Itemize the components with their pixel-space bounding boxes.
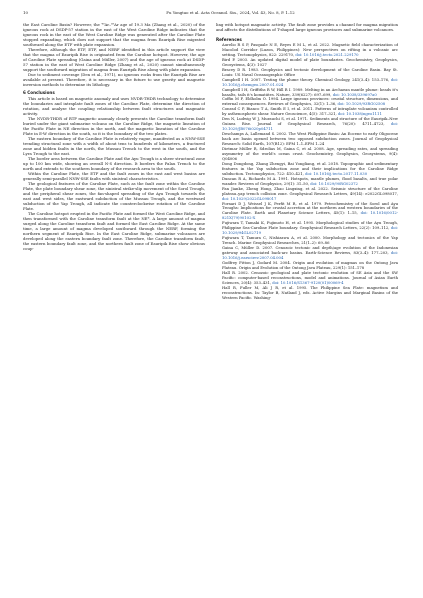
reference-entry (216, 78, 398, 88)
reference-entry (216, 117, 398, 132)
reference-doi-link[interactable]: doi: 10.1029/JB076i020p04711 (222, 122, 398, 132)
paragraph: This article is based on magnetic anomaly and uses NVDR-THDR technology to determine the boundaries and intraplate fault zones of the Caroline Plate, determine the direction of rotation, and analyze the coupling relationship between fault structures and magmatic activity. (23, 95, 205, 116)
reference-doi-link[interactable]: doi: 10.1029/2022GL098017 (222, 196, 277, 201)
reference-text: Godfrey Fitton J, Godard M. 2004. Origin and evolution of magmas on the Ontong Java Plateau. Origin and Evolution of the Ontong Java Plateau, 229(1): 151–178 (222, 260, 398, 270)
reference-text: Aurelio R S P, Pasquale N E, Reyes E M L, et al. 2022. Magnetic field characterization of Macolod Corridor (Luzon, Philippines): New perspectives on rifting in a volcanic arc setting. Tectonophysics, 822: 229170, (222, 43, 398, 57)
reference-entry (216, 286, 398, 301)
reference-text: Campbell I H. 2007. Testing the plume theory. Chemical Geology, 241(3–4): 153–176, (222, 77, 390, 82)
reference-doi-link[interactable]: doi: 10.1016/j.earscirev.2007.04.004 (222, 251, 398, 260)
reference-entry (216, 187, 398, 202)
paragraph: The eastern boundary of the Caroline Plate is relatively vague, manifested as a NNW-SSE trending structural zone with a width of about tens to hundreds of kilometers, a fractured zone and hidden faults in the north, the Mussau Trench to the west in the south, and the Lyra Trough to the east. (23, 135, 205, 156)
paragraph: Therefore, although the ETF, ETF, and NERF identified in this article support the view that the magma of Eauripik Rise is originated from the Caroline hotspot. However, the age of Caroline Plate spreading (Gaina and Müller, 2007) and the age of igneous rock at DSDP-57 station in the east of West Caroline Ridge (Zhang et al., 2020) cannot simultaneously support the southward migration of magma from Eauripik Rise along with plate expansion. (23, 47, 205, 72)
reference-text: Fujiwara T, Tamaki K, Fujimoto H, et al. 1995. Morphological studies of the Ayu Trough, Philippine Sea-Caroline Plate boundary. Geophysical Research Letters, 22(2): 109–112, (222, 221, 398, 231)
reference-text: Conrad C P, Bianco T A, Smith E I, et al. 2011. Patterns of intraplate volcanism controlled by asthenospheric shear. Nature Geoscience, 4(5): 317–321, (222, 107, 398, 117)
reference-doi-link[interactable]: doi: 10.1016/j.tecto.2021.229170 (295, 52, 359, 57)
reference-entry (216, 261, 398, 271)
paragraph: the East Caroline Basin? However, the ⁴⁰Ar–³⁹Ar age of 19.3 Ma (Zhang et al., 2020) of the igneous rock at DSDP-57 station in the east of the West Caroline Ridge indicates that the igneous rock in the east of the West Caroline Ridge was generated after the Caroline Plate stopped expanding, which does not support that the magma from Eauripik Rise migrated southward along the ETF with plate expansion. (23, 22, 205, 47)
paragraph: The border area between the Caroline Plate and the Ayu Trough is a sheer structural zone up to 100 km wide, showing an overall N-S direction. It borders the Palau Trench to the north and extends to the southern boundary of the research area to the south. (23, 155, 205, 171)
left-column (23, 22, 205, 582)
reference-doi-link[interactable]: doi: 10.1029/94GL02719 (222, 226, 398, 236)
references-title: References (216, 37, 242, 42)
reference-text: Hall R. 2002. Cenozoic geological and plate tectonic evolution of SE Asia and the SW Pacific: computer-based reconstructions, model and animations. Journal of Asian Earth Sciences, 20(4): 353–431, (222, 270, 398, 285)
reference-entry (216, 68, 398, 78)
discussion-paragraphs (23, 22, 205, 87)
paragraph: The geological features of the Caroline Plate, such as the fault zone within the Caroline Plate, the plate boundary shear zone, the sinistral strike-slip movement of the Sorol Trough, and the peripheral shear zones, the fan-shaped spreading of the Ayu Trough towards the east and west sides, the eastward subduction of the Mussau Trough, and the westward subduction of the Yap Trough, all indicate the counterclockwise rotation of the Caroline Plate. (23, 180, 205, 211)
reference-entry (216, 107, 398, 117)
reference-doi-link[interactable]: doi: 10.1029/93RG02508 (337, 102, 386, 107)
reference-text: Hall R, Fuller M, Ali J R, et al. 1995. The Philippine Sea Plate: magnetism and reconstructions. In: Taylor B, Natland J, eds. Active Margins and Marginal Basins of the Western Pacific. Washing- (222, 285, 398, 300)
reference-doi-link[interactable]: doi: 10.1029/90RG02372 (310, 181, 358, 186)
reference-entry (216, 147, 398, 162)
reference-doi-link[interactable]: doi: 10.1038/ngeo1111 (337, 112, 382, 117)
paragraph: The Caroline hotspot erupted in the Pacific Plate and formed the West Caroline Ridge, and then transformed with the Caroline transform fault at the NE*. A large amount of magma surged along the Caroline transform fault and formed the East Caroline Ridge. At the same time, a large amount of magma developed southward through the NERF, forming the northern segment of Eauripik Rise. In the East Caroline Ridge, submarine volcanoes are developed along the eastern boundary fault zone. Therefore, the Caroline transform fault, the eastern boundary fault zone, and the northern fault zone of Eauripik Rise show obvious coup- (23, 210, 205, 251)
reference-entry (216, 88, 398, 98)
reference-text: Fujiwara T, Tamura C, Nishizawa A, et al. 2000. Morphology and tectonics of the Yap Trench. Marine Geophysical Researches, 21(1–2): 69–86 (222, 236, 398, 246)
paragraph: Due to sediment coverage (Den et al., 1971), no igneous rocks from the Eauripik Rise are available at present. Therefore, it is necessary in the future to use gravity and magnetic inversion methods to determine its lithology. (23, 72, 205, 87)
reference-text: Deschamps A, Lallemand S. 2002. The West Philippine Basin: An Eocene to early Oligocene back arc basin opened between two opposed subduction zones. Journal of Geophysical Research: Solid Earth, 107(B12): EPM 1–1–EPM 1–24 (222, 132, 398, 147)
reference-entry (216, 58, 398, 68)
reference-text: Coffin M F, Eldholm O. 1994. Large igneous provinces: crustal structure, dimensions, and external consequences. Reviews of Geophysics, 32(1): 1–36, (222, 97, 398, 107)
reference-entry (216, 162, 398, 177)
reference-entry (216, 97, 398, 107)
section-title-conclusions: 6 Conclusions (23, 89, 55, 95)
reference-entry (216, 177, 398, 187)
paragraph: The NVDR-THDR of RTP magnetic anomaly clearly presents the Caroline transform fault buried under the giant submarine volcano on the Caroline Ridge, the magnetic lineation of the Pacific Plate in NE direction in the north, and the magnetic lineation of the Caroline Plate in E-W direction in the south, so it is the boundary of the two plates. (23, 115, 205, 136)
reference-text: Bird P. 2003. An updated digital model of plate boundaries. Geochemistry, Geophysics, Geosystems, 4(3): 1027 (222, 57, 398, 67)
reference-entry (216, 202, 398, 222)
reference-entry (216, 43, 398, 58)
reference-entry (216, 221, 398, 236)
page-number: 10 (23, 10, 28, 15)
reference-entry (216, 132, 398, 147)
reference-doi-link[interactable]: doi: 10.1016/j.tecto.2017.11.030 (305, 171, 368, 176)
reference-doi-link[interactable]: doi: 10.1016/j.chemgeo.2007.01.024 (222, 77, 398, 87)
reference-doi-link[interactable]: doi: 10.1016/S1367-9120(01)00069-4 (272, 280, 344, 285)
right-column (216, 22, 398, 582)
reference-text: Dong Dongdong, Zhang Zhengyi, Bai Yongliang, et al. 2018. Topographic and sedimentary features in the Yap subduction zone and their implications for the Caroline Ridge subduction. Tectonophysics, 722: 410–421, (222, 161, 398, 176)
reference-entry (216, 271, 398, 286)
reference-entry (216, 246, 398, 261)
reference-text: Dietmar Müller R, Sdrolias M, Gaina C, et al. 2008. Age, spreading rates, and spreading asymmetry of the world's ocean crust. Geochemistry, Geophysics, Geosystems, 9(4): Q04006 (222, 147, 398, 161)
running-title: Fu Yongtao et al. Acta Oceanol. Sin., 2024, Vol. 43, No. 8, P. 1–12 (166, 10, 295, 15)
paragraph: Within the Caroline Plate, the ETF and the fault zones in the east and west basins are generally semi-parallel NNW-SSE faults with sinistral characteristics. (23, 170, 205, 181)
reference-text: Den N, Ludwig W J, Murauchi S, et al. 1971. Sediments and structure of the Eauripik–New Guinea Rise. Journal of Geophysical Research, 76(20): 4711–4723, (222, 117, 398, 127)
reference-text: Bracey D R. 1983. Geophysics and tectonic development of the Caroline Basin. Bay St. Louis: US Naval Oceanographic Office (222, 67, 398, 77)
intro-paragraph: ling with hotspot magmatic activity. The fault zone provides a channel for magma migration and affects the distributions of T-shaped large igneous provinces and submarine volcanoes. (216, 22, 398, 32)
reference-doi-link[interactable]: doi: 10.1016/0012-821X(79)90102-X (222, 211, 398, 221)
reference-text: Fornari D J, Weissel J K, Perfit M R, et al. 1979. Petrochemistry of the Sorol and Ayu Troughs: Implications for crustal accretion at the northern and western boundaries of the Caroline Plate. Earth and Planetary Science Letters, 45(1): 1–15, (222, 201, 398, 216)
reference-text: Fan Jianke, Zheng Hong, Zhao Lingxing, et al. 2022. Seismic structure of the Caroline plateau–yap trench collision zone. Geophysical Research Letters, 49(14): e2022GL098017, (222, 186, 398, 196)
reference-entry (216, 236, 398, 246)
reference-list (216, 43, 398, 301)
page-header (23, 9, 400, 17)
reference-text: Gaina C, Müller D. 2007. Cenozoic tectonic and depth/age evolution of the Indonesian gateway and associated back-arc basins. Earth-Science Reviews, 83(3–4): 177–203, (222, 246, 398, 256)
reference-text: Campbell I H, Griffiths R W, Hill R I. 1989. Melting in an Archaean mantle plume: heads it's basalts, tails it's komatiites. Nature, 339(6227): 697–699, (222, 87, 398, 97)
conclusions-paragraphs (23, 96, 205, 251)
reference-doi-link[interactable]: doi: 10.1038/339697a0 (332, 92, 377, 97)
reference-text: Duncan R A, Richards M A. 1991. Hotspots, mantle plumes, flood basalts, and true polar wander. Reviews of Geophysics, 29(1): 31–50, (222, 176, 398, 186)
